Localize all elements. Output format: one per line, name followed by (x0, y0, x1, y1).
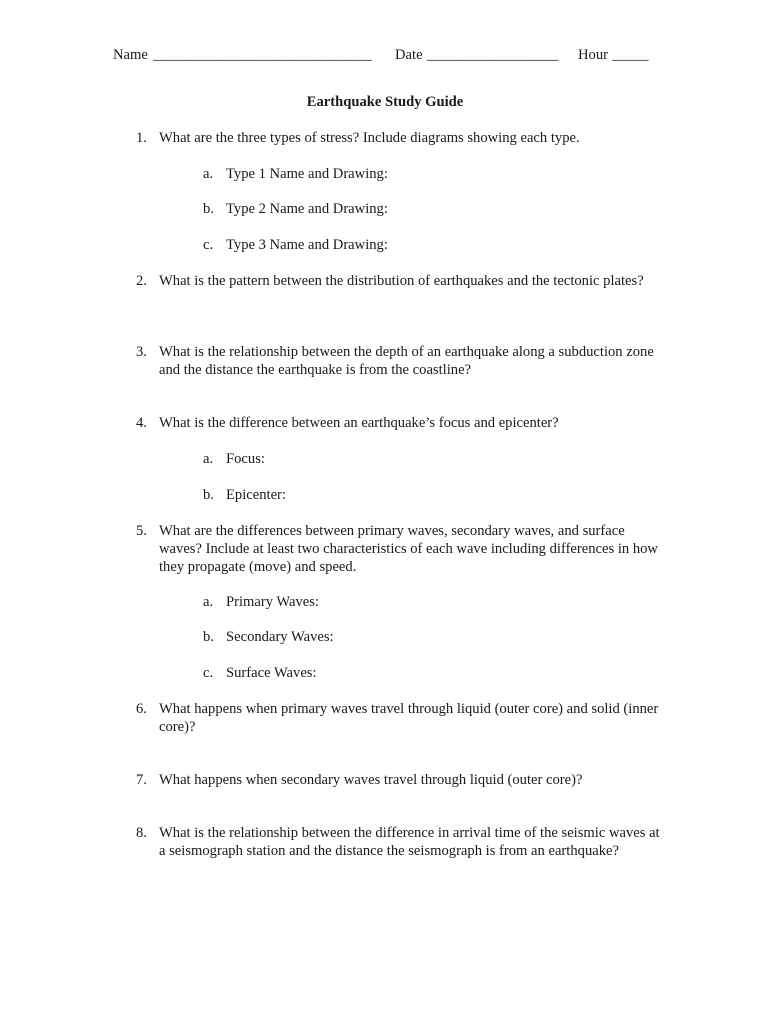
question-8 (136, 824, 676, 860)
sub-letter: b. (203, 487, 214, 503)
question-text: What are the three types of stress? Include diagrams showing each type. (159, 130, 580, 146)
hour-blank: _____ (612, 47, 649, 63)
sub-letter: a. (203, 451, 214, 467)
question-text: What is the difference between an earthquake’s focus and epicenter? (159, 415, 559, 431)
question-5-sub-b (203, 628, 334, 646)
question-1-sub-b (203, 200, 388, 218)
sub-text: Type 2 Name and Drawing: (226, 201, 388, 217)
sub-text: Epicenter: (226, 487, 286, 503)
question-1 (136, 129, 676, 147)
sub-letter: c. (203, 237, 214, 253)
sub-text: Type 1 Name and Drawing: (226, 166, 388, 182)
sub-letter: a. (203, 166, 214, 182)
question-number: 8. (136, 825, 147, 841)
question-number: 5. (136, 523, 147, 539)
question-number: 4. (136, 415, 147, 431)
question-text: What happens when secondary waves travel through liquid (outer core)? (159, 772, 583, 788)
question-5 (136, 522, 676, 576)
date-blank: __________________ (427, 47, 559, 63)
question-5-sub-a (203, 593, 319, 611)
page-title: Earthquake Study Guide (306, 94, 464, 110)
question-number: 1. (136, 130, 147, 146)
question-4 (136, 414, 676, 432)
question-number: 7. (136, 772, 147, 788)
question-text: What is the relationship between the difference in arrival time of the seismic waves at a seismograph station and the distance the seismograph is from an earthquake? (159, 825, 660, 859)
sub-text: Secondary Waves: (226, 629, 334, 645)
question-4-sub-a (203, 450, 265, 468)
sub-text: Surface Waves: (226, 665, 317, 681)
question-text: What is the pattern between the distribution of earthquakes and the tectonic plates? (159, 273, 644, 289)
question-7 (136, 771, 676, 789)
sub-text: Primary Waves: (226, 594, 319, 610)
sub-text: Type 3 Name and Drawing: (226, 237, 388, 253)
question-1-sub-c (203, 236, 388, 254)
sub-letter: a. (203, 594, 214, 610)
question-number: 2. (136, 273, 147, 289)
name-blank: ______________________________ (153, 47, 372, 63)
hour-label: Hour (578, 47, 608, 63)
question-text: What are the differences between primary waves, secondary waves, and surface waves? Include at least two characteristics of each wave including differences in how they propagate (move) and speed. (159, 523, 658, 575)
question-number: 3. (136, 344, 147, 360)
sub-text: Focus: (226, 451, 265, 467)
question-2 (136, 272, 676, 290)
question-text: What is the relationship between the depth of an earthquake along a subduction zone and the distance the earthquake is from the coastline? (159, 344, 654, 378)
name-label: Name (113, 47, 148, 63)
question-6 (136, 700, 676, 736)
sub-letter: b. (203, 629, 214, 645)
question-4-sub-b (203, 486, 286, 504)
date-label: Date (395, 47, 423, 63)
sub-letter: b. (203, 201, 214, 217)
question-1-sub-a (203, 165, 388, 183)
question-3 (136, 343, 676, 379)
question-5-sub-c (203, 664, 317, 682)
question-number: 6. (136, 701, 147, 717)
question-text: What happens when primary waves travel through liquid (outer core) and solid (inner core)? (159, 701, 659, 735)
sub-letter: c. (203, 665, 214, 681)
